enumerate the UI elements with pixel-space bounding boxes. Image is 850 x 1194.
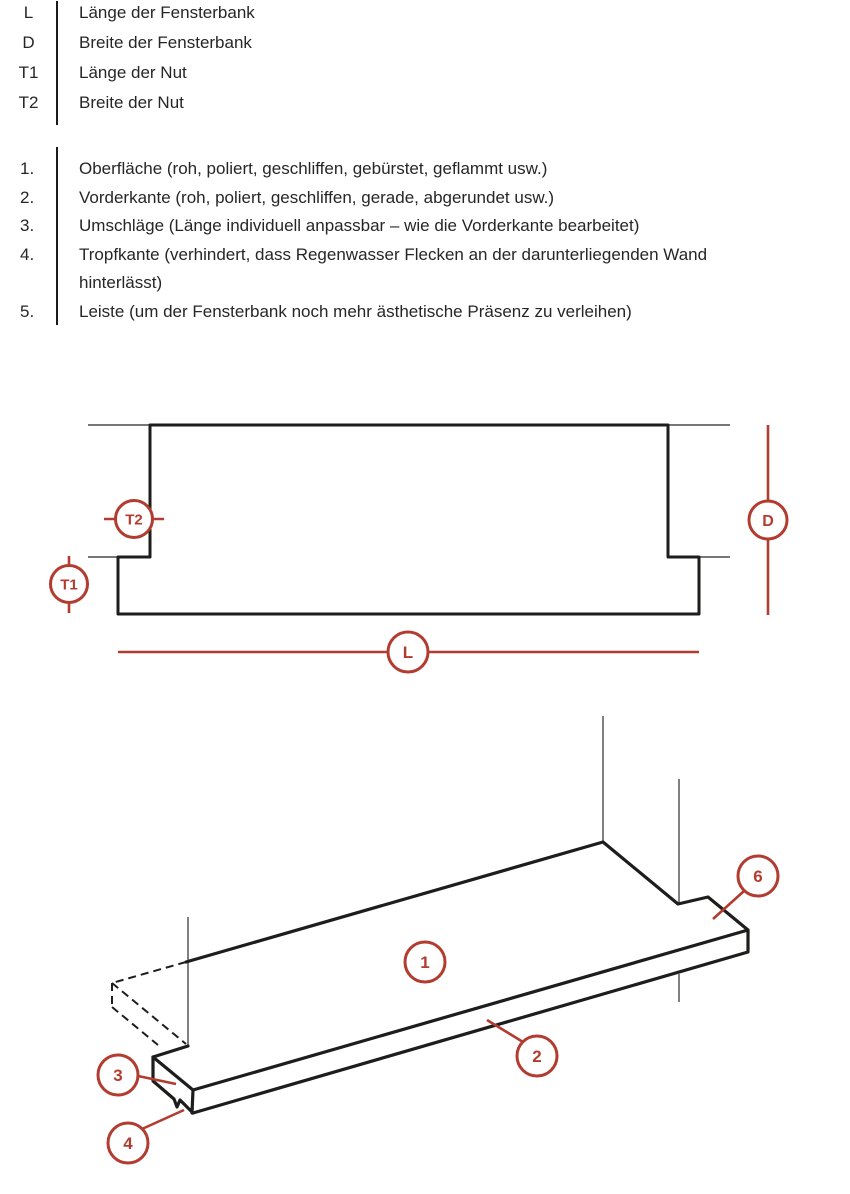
marker-t2 xyxy=(104,501,164,538)
feature-number: 5. xyxy=(20,301,35,321)
d-label: D xyxy=(762,512,774,530)
callout-4-leader xyxy=(142,1110,184,1129)
callout-2-label: 2 xyxy=(532,1047,542,1067)
feature-number: 4. xyxy=(20,244,35,264)
feature-number: 2. xyxy=(20,187,35,207)
dimension-key: L xyxy=(23,3,34,22)
feature-number: 3. xyxy=(20,216,35,235)
l-label: L xyxy=(402,643,414,663)
t1-label: T1 xyxy=(60,576,78,594)
feature-label: Vorderkante (roh, poliert, geschliffen, gerade, abgerundet usw.) xyxy=(79,187,555,207)
callout-1-label: 1 xyxy=(420,953,430,973)
feature-label-line: hinterlässt) xyxy=(79,273,163,292)
dimension-label: Länge der Fensterbank xyxy=(79,3,255,22)
feature-number: 1. xyxy=(20,159,35,178)
marker-6 xyxy=(713,856,778,919)
marker-d xyxy=(749,425,787,615)
feature-label: Leiste (um der Fensterbank noch mehr ästhetische Präsenz zu verleihen) xyxy=(79,301,632,321)
plan-view-drawing xyxy=(51,425,788,672)
dimension-key: T1 xyxy=(18,63,39,82)
feature-label: Oberfläche (roh, poliert, geschliffen, gebürstet, geflammt usw.) xyxy=(79,159,548,178)
callout-4-label: 4 xyxy=(123,1134,133,1154)
marker-1 xyxy=(405,942,445,982)
marker-2 xyxy=(487,1020,557,1076)
feature-label-line: Tropfkante (verhindert, dass Regenwasser Flecken an der darunterliegenden Wand xyxy=(79,244,708,264)
t2-label: T2 xyxy=(125,511,143,529)
feature-label: Umschläge (Länge individuell anpassbar – wie die Vorderkante bearbeitet) xyxy=(79,216,640,235)
dimension-label: Länge der Nut xyxy=(79,63,187,82)
marker-4 xyxy=(108,1110,184,1163)
dimension-label: Breite der Fensterbank xyxy=(79,33,252,52)
sill-front-top-edge xyxy=(192,930,748,1113)
callout-6-label: 6 xyxy=(753,867,763,887)
iso-view-drawing xyxy=(98,716,778,1163)
marker-t1 xyxy=(51,556,88,613)
dimension-label: Breite der Nut xyxy=(79,93,184,112)
dimension-key: T2 xyxy=(18,93,39,112)
sill-plan-outline xyxy=(118,425,699,614)
callout-3-label: 3 xyxy=(113,1066,123,1086)
dimension-key: D xyxy=(22,33,35,52)
hidden-edges xyxy=(112,962,186,1045)
marker-l xyxy=(118,632,699,672)
sill-top-right-edges xyxy=(186,842,748,1113)
